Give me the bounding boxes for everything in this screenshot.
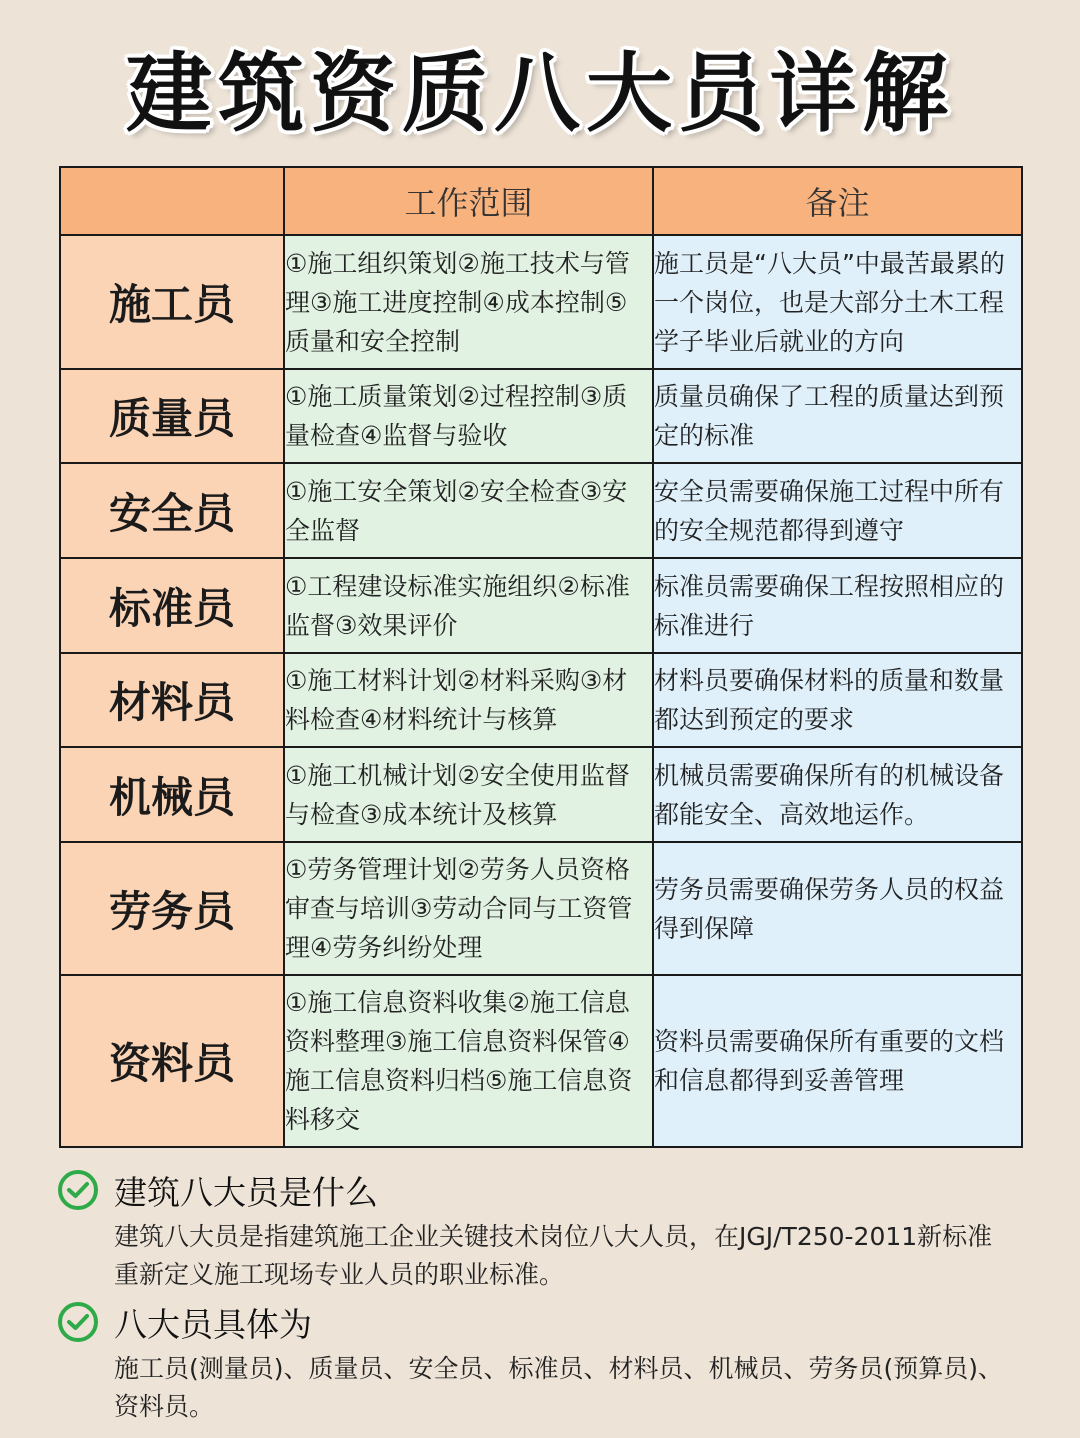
role-scope: ①施工安全策划②安全检查③安全监督	[284, 463, 653, 558]
role-scope: ①施工组织策划②施工技术与管理③施工进度控制④成本控制⑤质量和安全控制	[284, 235, 653, 369]
table-row	[60, 558, 1022, 653]
role-name: 材料员	[60, 653, 284, 747]
section-what-is	[58, 1168, 1028, 1294]
role-scope: ①工程建设标准实施组织②标准监督③效果评价	[284, 558, 653, 653]
section-body: 施工员(测量员)、质量员、安全员、标准员、材料员、机械员、劳务员(预算员)、资料员。	[114, 1354, 1004, 1421]
role-scope: ①施工材料计划②材料采购③材料检查④材料统计与核算	[284, 653, 653, 747]
role-note: 劳务员需要确保劳务人员的权益得到保障	[653, 842, 1022, 975]
role-note: 材料员要确保材料的质量和数量都达到预定的要求	[653, 653, 1022, 747]
header-note: 备注	[653, 167, 1022, 235]
table-row	[60, 842, 1022, 975]
table-row	[60, 463, 1022, 558]
section-body: 建筑八大员是指建筑施工企业关键技术岗位八大人员，在JGJ/T250-2011新标准重新定义施工现场专业人员的职业标准。	[114, 1222, 993, 1289]
roles-table	[59, 166, 1023, 1148]
header-blank	[60, 167, 284, 235]
check-circle-icon	[58, 1302, 98, 1342]
table-row	[60, 369, 1022, 463]
role-note: 质量员确保了工程的质量达到预定的标准	[653, 369, 1022, 463]
table-row	[60, 653, 1022, 747]
section-list	[58, 1300, 1028, 1426]
role-note: 资料员需要确保所有重要的文档和信息都得到妥善管理	[653, 975, 1022, 1147]
table-row	[60, 747, 1022, 842]
role-note: 安全员需要确保施工过程中所有的安全规范都得到遵守	[653, 463, 1022, 558]
section-heading: 八大员具体为	[114, 1304, 312, 1344]
section-heading: 建筑八大员是什么	[114, 1172, 378, 1212]
role-name: 安全员	[60, 463, 284, 558]
role-note: 标准员需要确保工程按照相应的标准进行	[653, 558, 1022, 653]
role-name: 劳务员	[60, 842, 284, 975]
check-circle-icon	[58, 1170, 98, 1210]
role-scope: ①施工机械计划②安全使用监督与检查③成本统计及核算	[284, 747, 653, 842]
role-name: 质量员	[60, 369, 284, 463]
table-header-row	[60, 167, 1022, 235]
role-note: 机械员需要确保所有的机械设备都能安全、高效地运作。	[653, 747, 1022, 842]
table-row	[60, 235, 1022, 369]
header-scope: 工作范围	[284, 167, 653, 235]
page-title: 建筑资质八大员详解	[126, 44, 954, 144]
table-row	[60, 975, 1022, 1147]
role-scope: ①施工信息资料收集②施工信息资料整理③施工信息资料保管④施工信息资料归档⑤施工信息资料移交	[284, 975, 653, 1147]
role-note: 施工员是“八大员”中最苦最累的一个岗位，也是大部分土木工程学子毕业后就业的方向	[653, 235, 1022, 369]
role-scope: ①劳务管理计划②劳务人员资格审查与培训③劳动合同与工资管理④劳务纠纷处理	[284, 842, 653, 975]
role-name: 标准员	[60, 558, 284, 653]
role-name: 机械员	[60, 747, 284, 842]
role-name: 施工员	[60, 235, 284, 369]
role-name: 资料员	[60, 975, 284, 1147]
role-scope: ①施工质量策划②过程控制③质量检查④监督与验收	[284, 369, 653, 463]
